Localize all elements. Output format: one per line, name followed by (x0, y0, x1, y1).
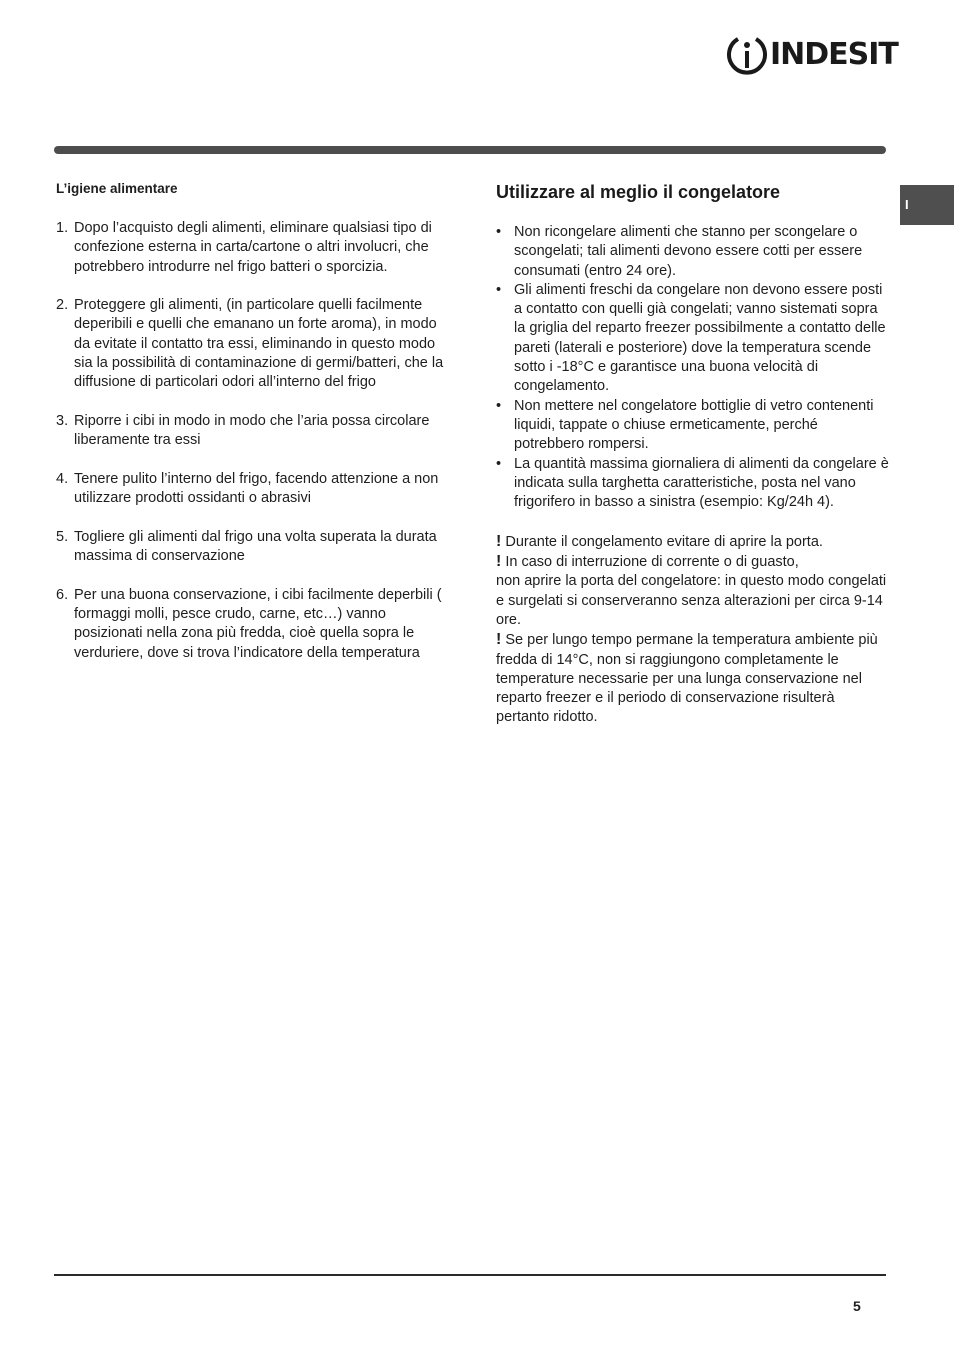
warning-text: Durante il congelamento evitare di aprire la porta. (505, 533, 823, 550)
warning-continuation: non aprire la porta del congelatore: in questo modo congelati e surgelati si conserveranno senza alterazioni per circa 9-14 ore. (496, 573, 887, 628)
food-hygiene-heading: L’igiene alimentare (56, 181, 178, 196)
warning-text: Se per lungo tempo permane la temperatura ambiente più fredda di 14°C, non si raggiungono completamente le temperature necessarie per una lunga conservazione nel reparto freezer e il periodo di conservazione risulterà pertanto ridotto. (496, 632, 878, 726)
bullet-item (496, 397, 891, 455)
hygiene-list (56, 219, 451, 663)
bullet-item (496, 455, 891, 513)
item-number: 1. (56, 220, 69, 236)
left-column (56, 180, 451, 682)
warning-text: In caso di interruzione di corrente o di guasto, (505, 554, 799, 571)
header-divider (54, 146, 886, 154)
bullet-icon: • (496, 397, 502, 414)
bullet-icon: • (496, 455, 502, 472)
right-column (496, 180, 891, 728)
brand-logo (726, 34, 898, 78)
warning-note (496, 630, 891, 727)
bullet-item (496, 223, 891, 281)
item-number: 3. (56, 412, 69, 429)
item-number: 5. (56, 528, 69, 545)
warning-note (496, 552, 891, 572)
list-item (56, 586, 451, 663)
bullet-text: Gli alimenti freschi da congelare non devono essere posti a contatto con quelli già congelati; vanno sistemati sopra la griglia del reparto freezer possibilmente a contatto delle pareti (laterali e posteriore) dove la temperatura scende sotto i -18°C e garantisce una buona velocità di congelamento. (514, 281, 886, 395)
footer-divider (54, 1274, 886, 1276)
list-item (56, 528, 451, 567)
warning-note (496, 532, 891, 552)
list-item (56, 412, 451, 451)
bullet-text: La quantità massima giornaliera di alimenti da congelare è indicata sulla targhetta caratteristiche, posta nel vano frigorifero in basso a sinistra (esempio: Kg/24h 4). (514, 455, 889, 511)
item-text: Dopo l’acquisto degli alimenti, eliminare qualsiasi tipo di confezione esterna in carta/cartone o altri involucri, che potrebbero introdurre nel frigo batteri o sporcizia. (74, 220, 432, 275)
item-text: Per una buona conservazione, i cibi facilmente deperbili ( formaggi molli, pesce crudo, carne, etc…) vanno posizionati nella zona più fredda, cioè quella sopra le verduriere, dove si trova l’indicatore della temperatura (74, 586, 442, 661)
item-number: 6. (56, 586, 69, 603)
bullet-icon: • (496, 224, 502, 240)
item-number: 4. (56, 470, 69, 487)
list-item (56, 296, 451, 392)
item-text: Proteggere gli alimenti, (in particolare quelli facilmente deperibili e quelli che emanano un forte aroma), in modo da evitate il contatto tra essi, eliminando in questo modo sia la possibilità di contaminazione di germi/batteri, che la diffusione di particolari odori all’interno del frigo (74, 297, 444, 391)
brand-wordmark: INDESIT (770, 37, 898, 72)
warnings-block (496, 532, 891, 728)
list-item (56, 470, 451, 509)
bullet-item (496, 281, 891, 397)
freezer-bullet-list (496, 223, 891, 512)
item-text: Riporre i cibi in modo in modo che l’aria possa circolare liberamente tra essi (74, 412, 430, 449)
language-tab (900, 185, 954, 225)
item-number: 2. (56, 297, 69, 314)
page-number: 5 (853, 1298, 861, 1314)
freezer-heading: Utilizzare al meglio il congelatore (496, 182, 781, 202)
logo-i-icon (726, 34, 768, 78)
exclamation-icon: ! (496, 631, 502, 649)
exclamation-icon: ! (496, 553, 502, 571)
bullet-text: Non ricongelare alimenti che stanno per scongelare o scongelati; tali alimenti devono essere cotti per essere consumati (entro 24 ore). (514, 224, 863, 279)
language-tab-label: I (905, 197, 909, 212)
bullet-icon: • (496, 281, 502, 298)
bullet-text: Non mettere nel congelatore bottiglie di vetro contenenti liquidi, tappate o chiuse ermeticamente, perché potrebbero rompersi. (514, 397, 874, 453)
exclamation-icon: ! (496, 532, 502, 550)
item-text: Tenere pulito l’interno del frigo, facendo attenzione a non utilizzare prodotti ossidanti o abrasivi (74, 470, 439, 507)
item-text: Togliere gli alimenti dal frigo una volta superata la durata massima di conservazione (74, 528, 437, 565)
list-item (56, 219, 451, 277)
